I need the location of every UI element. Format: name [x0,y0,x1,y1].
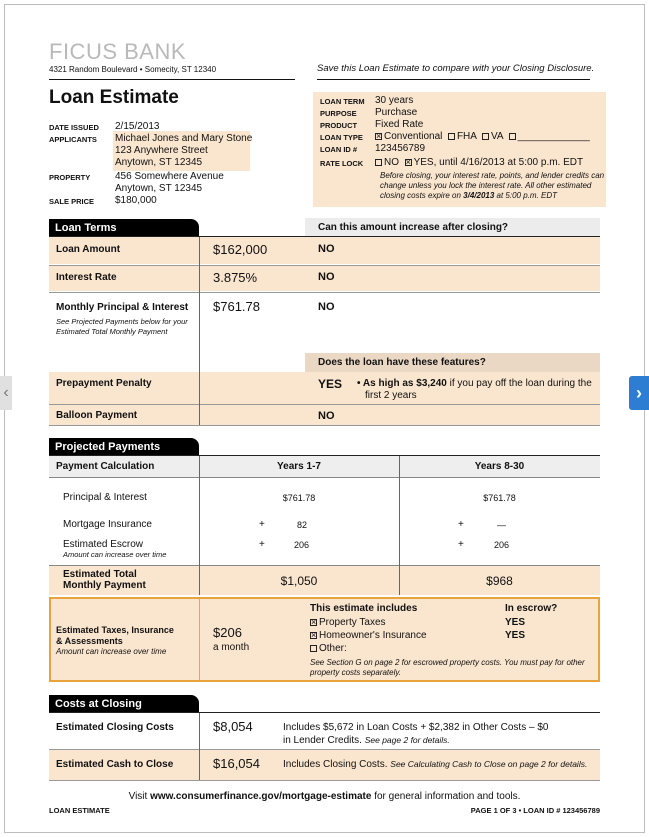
taxes-label-line2: & Assessments [56,636,123,646]
cash-to-close-value: $16,054 [213,756,260,771]
pi-note [56,317,188,337]
property-line2: Anytown, ST 12345 [115,183,203,194]
balloon-label: Balloon Payment [56,410,138,421]
cash-to-close-desc [283,759,587,770]
closing-costs-label: Estimated Closing Costs [56,722,174,733]
homeowners-checkbox[interactable] [310,632,317,639]
pi-label: Monthly Principal & Interest [56,302,189,313]
taxes-label [56,625,174,647]
rate-lock-label: RATE LOCK [320,159,364,168]
page-title: Loan Estimate [49,87,179,108]
other-type-blank: _____________ [517,131,590,142]
footer-left: LOAN ESTIMATE [49,806,110,815]
footer-visit-a: Visit [128,791,151,802]
projected-col-divider-2 [399,456,400,595]
closing-costs-desc-line2 [283,734,593,747]
rate-lock-yes-label: YES, until 4/16/2013 at 5:00 p.m. EDT [413,157,584,168]
loan-term-label: LOAN TERM [320,97,365,106]
footer-right: PAGE 1 OF 3 • LOAN ID # 123456789 [470,806,600,815]
features-question: Does the loan have these features? [318,357,486,368]
includes-note-line1: See Section G on page 2 for escrowed property costs. You must pay for other [310,658,585,667]
total-payment-label-line1: Estimated Total [63,569,137,580]
rate-lock-expiry-date: 3/4/2013 [463,191,495,200]
prepayment-answer: YES [318,377,343,391]
interest-rate-label: Interest Rate [56,272,117,283]
pi-answer: NO [318,301,335,313]
prepayment-label: Prepayment Penalty [56,378,152,389]
cash-desc-b: See Calculating Cash to Close on page 2 for details. [390,759,588,769]
rate-lock-note-line3 [380,191,608,201]
closing-costs-desc-2b: See page 2 for details. [364,735,450,745]
closing-col-divider [199,713,200,780]
rate-lock-note [380,171,608,201]
next-page-button[interactable] [629,376,649,410]
product-label: PRODUCT [320,121,358,130]
closing-rule [49,712,600,713]
taxes-note: Amount can increase over time [56,647,167,656]
loan-amount-value: $162,000 [213,242,268,257]
rate-lock-note-part-c: at 5:00 p.m. EDT [494,191,557,200]
closing-costs-desc [283,722,593,747]
pi-value: $761.78 [213,299,260,314]
total-payment-label [63,569,146,591]
closing-costs-desc-line1: Includes $5,672 in Loan Costs + $2,382 in Other Costs – $0 [283,722,549,733]
purpose-value: Purchase [375,107,418,118]
loan-terms-header: Loan Terms [49,219,199,236]
row-divider [49,425,600,426]
balloon-answer: NO [318,410,335,422]
taxes-period: a month [213,642,250,653]
document-page [4,4,645,833]
chevron-right-icon: › [636,383,642,403]
other-type-checkbox[interactable] [509,133,516,140]
closing-costs-value: $8,054 [213,719,253,734]
bank-name: FICUS BANK [49,39,187,64]
includes-note-line2: property costs separately. [310,668,402,677]
sale-price-label: SALE PRICE [49,197,95,206]
inc-property-taxes [310,617,386,628]
pp-escrow-plus-2: + [458,539,464,550]
in-escrow-title: In escrow? [505,603,558,614]
conventional-label: Conventional [384,131,443,142]
pp-mi-plus-1: + [259,519,265,530]
footer-link[interactable]: www.consumerfinance.gov/mortgage-estimate [150,791,372,802]
rate-lock-no-label: NO [384,157,399,168]
rate-lock-no-checkbox[interactable] [375,159,382,166]
prepayment-max: • As high as $3,240 [357,378,447,389]
rate-lock-note-line1: Before closing, your interest rate, points, and lender credits can [380,171,605,180]
rate-lock-note-part-a: closing costs expire on [380,191,464,200]
product-value: Fixed Rate [375,119,424,130]
applicants-line3: Anytown, ST 12345 [115,157,203,168]
fha-checkbox[interactable] [448,133,455,140]
header-divider [49,79,590,80]
pp-pi-label: Principal & Interest [63,492,147,503]
taxes-value: $206 [213,625,242,640]
prepayment-detail [357,378,602,402]
va-label: VA [490,131,503,142]
row-divider [49,477,600,478]
homeowners-label: Homeowner's Insurance [319,630,427,641]
applicants-line2: 123 Anywhere Street [115,145,208,156]
property-taxes-label: Property Taxes [319,617,386,628]
payment-calc-label: Payment Calculation [56,461,155,472]
prev-page-button[interactable] [0,376,12,410]
projected-col-divider-1 [199,456,200,595]
fha-label: FHA [456,131,477,142]
increase-question: Can this amount increase after closing? [318,222,509,233]
pp-mi-years-1-7: 82 [297,520,308,530]
total-years-1-7: $1,050 [280,574,318,588]
property-line1: 456 Somewhere Avenue [115,171,224,182]
rate-lock-yes-checkbox[interactable] [405,159,412,166]
pp-escrow-years-8-30: 206 [494,540,510,550]
date-issued-label: DATE ISSUED [49,123,99,132]
va-checkbox[interactable] [482,133,489,140]
property-taxes-checkbox[interactable] [310,619,317,626]
pi-note-line1: See Projected Payments below for your [56,317,188,326]
applicants-line1: Michael Jones and Mary Stone [115,133,253,144]
row-divider [49,780,600,781]
property-label: PROPERTY [49,173,91,182]
includes-title: This estimate includes [310,603,418,614]
row-divider [49,292,600,293]
date-issued-value: 2/15/2013 [115,121,160,132]
purpose-label: PURPOSE [320,109,357,118]
years-1-7-header: Years 1-7 [277,461,321,472]
years-8-30-header: Years 8-30 [474,461,525,472]
save-note: Save this Loan Estimate to compare with your Closing Disclosure. [317,63,595,74]
cash-to-close-label: Estimated Cash to Close [56,759,174,770]
pp-mi-years-8-30: — [497,520,506,530]
loan-type-options [375,131,590,142]
rate-lock-options [375,157,583,168]
closing-costs-desc-2a: in Lender Credits. [283,735,365,746]
loan-amount-answer: NO [318,243,335,255]
pp-escrow-plus-1: + [259,539,265,550]
pp-mi-label: Mortgage Insurance [63,519,152,530]
projected-payments-header: Projected Payments [49,438,199,455]
loan-id-value: 123456789 [375,143,426,154]
pp-pi-years-1-7: $761.78 [282,493,316,503]
applicants-label: APPLICANTS [49,135,97,144]
pp-escrow-label: Estimated Escrow [63,539,144,550]
pi-note-line2: Estimated Total Monthly Payment [56,327,168,336]
includes-note [310,658,600,678]
pp-mi-plus-2: + [458,519,464,530]
interest-rate-answer: NO [318,271,335,283]
loan-term-value: 30 years [375,95,414,106]
loan-id-label: LOAN ID # [320,145,358,154]
inc-homeowners [310,630,427,641]
prepayment-detail-c: first 2 years [365,390,417,401]
sale-price-value: $180,000 [115,195,157,206]
footer-visit-c: for general information and tools. [371,791,521,802]
other-checkbox[interactable] [310,645,317,652]
loan-type-label: LOAN TYPE [320,133,363,142]
taxes-col-divider [199,599,200,680]
costs-at-closing-header: Costs at Closing [49,695,199,712]
footer-visit [49,791,600,802]
total-years-8-30: $968 [486,574,513,588]
cash-desc-a: Includes Closing Costs. [283,759,391,770]
loan-terms-col-divider [199,237,200,425]
loan-amount-label: Loan Amount [56,244,121,255]
interest-rate-value: 3.875% [213,270,258,285]
homeowners-escrow: YES [505,630,526,641]
chevron-left-icon: ‹ [3,384,9,401]
rate-lock-note-line2: change unless you lock the interest rate. All other estimated [380,181,592,190]
pp-escrow-years-1-7: 206 [294,540,310,550]
pp-escrow-note: Amount can increase over time [63,550,167,559]
taxes-label-line1: Estimated Taxes, Insurance [56,625,174,635]
header-divider-gap [295,78,317,81]
conventional-checkbox[interactable] [375,133,382,140]
property-taxes-escrow: YES [505,617,526,628]
total-payment-label-line2: Monthly Payment [63,580,146,591]
prepayment-detail-b: if you pay off the loan during the [446,378,592,389]
inc-other [310,643,347,654]
other-label: Other: [319,643,347,654]
pp-pi-years-8-30: $761.78 [483,493,516,503]
bank-address: 4321 Random Boulevard • Somecity, ST 12340 [49,65,217,74]
